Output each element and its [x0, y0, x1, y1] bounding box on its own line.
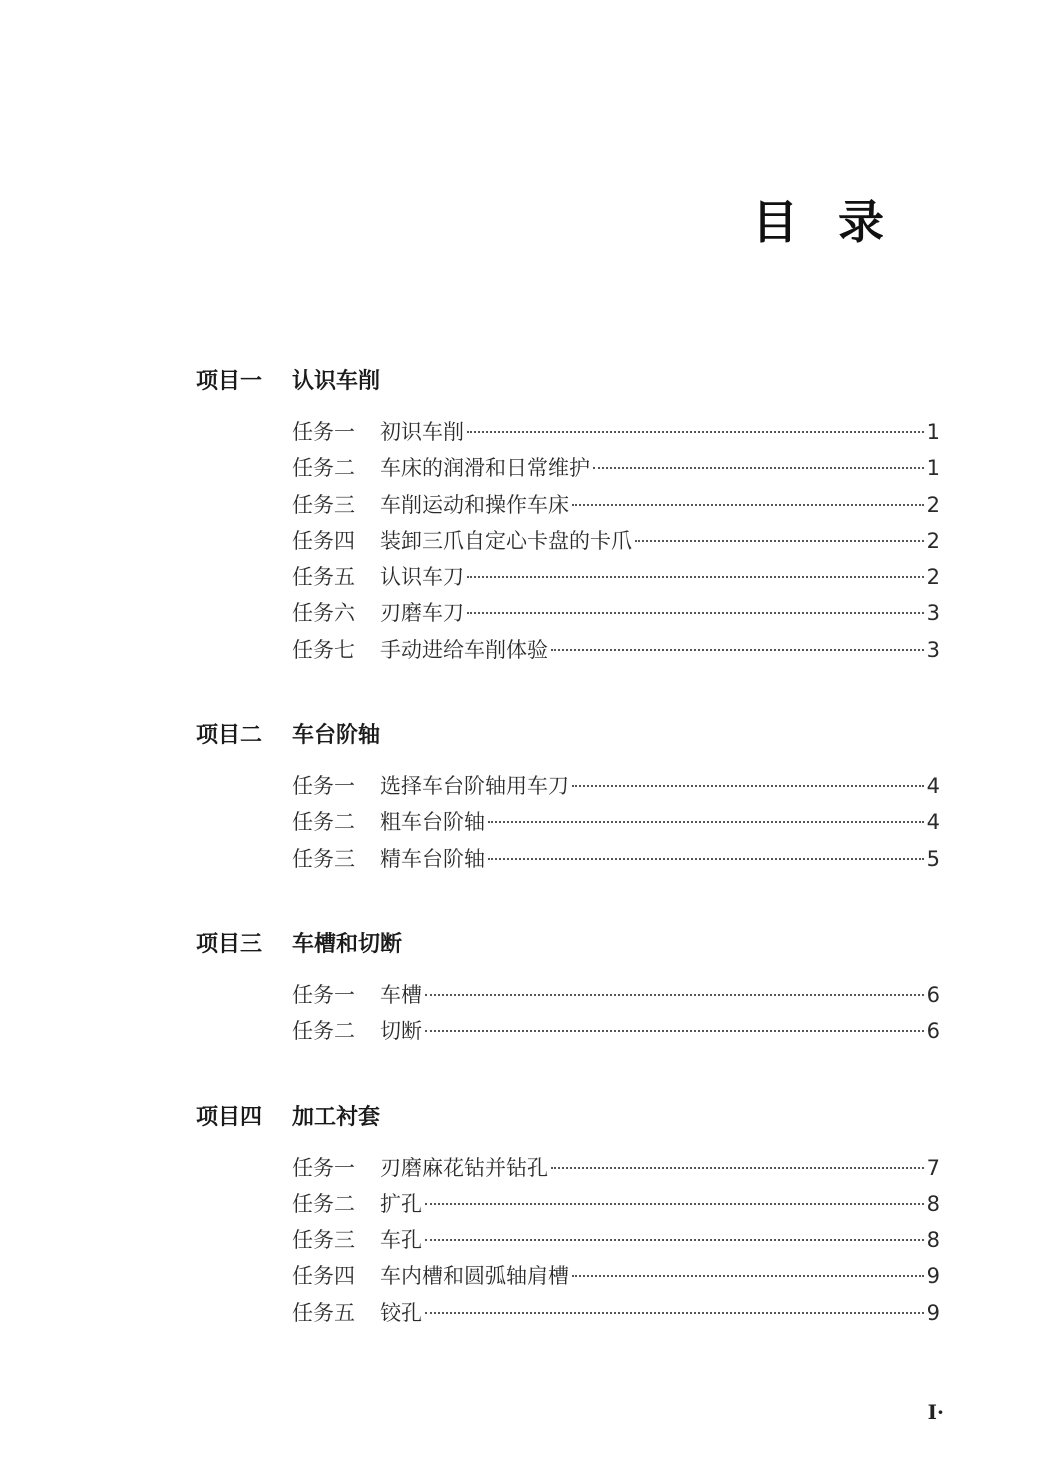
- task-number: 任务三: [292, 846, 355, 871]
- task-number: 任务一: [292, 1155, 355, 1180]
- task-number: 任务四: [292, 528, 355, 553]
- toc-entry[interactable]: [292, 768, 940, 804]
- toc-entry[interactable]: [292, 595, 940, 631]
- project-title: 车台阶轴: [292, 723, 381, 749]
- project-section: [196, 362, 940, 668]
- task-page-number: 4: [926, 810, 940, 835]
- task-title: 认识车刀: [380, 565, 464, 590]
- project-heading[interactable]: [196, 362, 940, 402]
- task-list: [292, 1150, 940, 1331]
- task-title: 装卸三爪自定心卡盘的卡爪: [380, 528, 632, 553]
- task-number: 任务一: [292, 774, 355, 799]
- toc-entry[interactable]: [292, 1013, 940, 1049]
- page-title-char: 目: [752, 195, 838, 249]
- task-title: 初识车削: [380, 420, 464, 444]
- task-title: 刃磨车刀: [380, 601, 464, 626]
- project-section: [196, 716, 940, 877]
- toc-entry[interactable]: [292, 1150, 940, 1186]
- task-page-number: 1: [926, 420, 940, 444]
- task-title: 切断: [380, 1019, 422, 1044]
- task-page-number: 2: [926, 565, 940, 590]
- task-page-number: 3: [926, 637, 940, 662]
- dot-leader: [467, 576, 924, 578]
- dot-leader: [467, 431, 924, 433]
- project-number: 项目三: [196, 931, 263, 957]
- toc-entry[interactable]: [292, 804, 940, 840]
- dot-leader: [425, 1030, 924, 1032]
- dot-leader: [425, 1203, 924, 1205]
- dot-leader: [488, 858, 924, 860]
- task-title: 手动进给车削体验: [380, 637, 548, 662]
- task-page-number: 6: [926, 1019, 940, 1044]
- task-number: 任务一: [292, 982, 355, 1007]
- project-number: 项目四: [196, 1104, 263, 1130]
- project-title: 加工衬套: [292, 1104, 381, 1130]
- task-title: 车削运动和操作车床: [380, 492, 569, 517]
- task-number: 任务三: [292, 492, 355, 517]
- task-page-number: 7: [926, 1155, 940, 1180]
- task-title: 精车台阶轴: [380, 846, 485, 871]
- project-title: 认识车削: [292, 369, 381, 394]
- task-number: 任务五: [292, 565, 355, 590]
- project-heading[interactable]: [196, 716, 940, 756]
- task-list: [292, 768, 940, 877]
- task-page-number: 8: [926, 1228, 940, 1253]
- task-number: 任务二: [292, 1191, 355, 1216]
- task-list: [292, 977, 940, 1050]
- task-title: 刃磨麻花钻并钻孔: [380, 1155, 548, 1180]
- project-number: 项目二: [196, 723, 263, 749]
- toc-entry[interactable]: [292, 559, 940, 595]
- dot-leader: [635, 540, 924, 542]
- toc-entry[interactable]: [292, 450, 940, 486]
- project-number: 项目一: [196, 369, 263, 394]
- task-page-number: 3: [926, 601, 940, 626]
- task-page-number: 9: [926, 1264, 940, 1289]
- toc-entry[interactable]: [292, 1186, 940, 1222]
- task-title: 粗车台阶轴: [380, 810, 485, 835]
- task-number: 任务四: [292, 1264, 355, 1289]
- dot-leader: [551, 1167, 924, 1169]
- task-title: 选择车台阶轴用车刀: [380, 774, 569, 799]
- task-number: 任务七: [292, 637, 355, 662]
- task-page-number: 1: [926, 456, 940, 481]
- task-page-number: 4: [926, 774, 940, 799]
- task-page-number: 8: [926, 1191, 940, 1216]
- task-page-number: 9: [926, 1300, 940, 1325]
- dot-leader: [425, 1312, 924, 1314]
- page-number: I·: [927, 1400, 944, 1424]
- task-title: 车内槽和圆弧轴肩槽: [380, 1264, 569, 1289]
- toc-entry[interactable]: [292, 841, 940, 877]
- toc-entry[interactable]: [292, 487, 940, 523]
- task-page-number: 6: [926, 982, 940, 1007]
- toc-entry[interactable]: [292, 977, 940, 1013]
- dot-leader: [467, 612, 924, 614]
- task-title: 车床的润滑和日常维护: [380, 456, 590, 481]
- toc-entry[interactable]: [292, 1258, 940, 1294]
- project-section: [196, 1098, 940, 1331]
- dot-leader: [551, 649, 924, 651]
- toc-entry[interactable]: [292, 1222, 940, 1258]
- dot-leader: [572, 504, 924, 506]
- task-number: 任务一: [292, 420, 355, 444]
- page-title-char: 录: [838, 195, 924, 249]
- task-title: 扩孔: [380, 1191, 422, 1216]
- project-heading[interactable]: [196, 1098, 940, 1138]
- dot-leader: [572, 1275, 924, 1277]
- dot-leader: [593, 467, 924, 469]
- task-number: 任务二: [292, 810, 355, 835]
- task-title: 车孔: [380, 1228, 422, 1253]
- dot-leader: [425, 994, 924, 996]
- dot-leader: [425, 1239, 924, 1241]
- toc-entry[interactable]: [292, 632, 940, 668]
- project-title: 车槽和切断: [292, 931, 403, 957]
- task-page-number: 2: [926, 492, 940, 517]
- task-title: 车槽: [380, 982, 422, 1007]
- task-list: [292, 414, 940, 668]
- toc-entry[interactable]: [292, 523, 940, 559]
- project-heading[interactable]: [196, 925, 940, 965]
- toc-entry[interactable]: [292, 1295, 940, 1331]
- task-number: 任务六: [292, 601, 355, 626]
- task-title: 铰孔: [380, 1300, 422, 1325]
- project-section: [196, 925, 940, 1050]
- dot-leader: [572, 785, 924, 787]
- table-of-contents: [196, 362, 940, 1379]
- task-page-number: 5: [926, 846, 940, 871]
- task-number: 任务二: [292, 1019, 355, 1044]
- page-title: [752, 192, 924, 252]
- task-number: 任务二: [292, 456, 355, 481]
- toc-entry[interactable]: [292, 414, 940, 450]
- task-number: 任务三: [292, 1228, 355, 1253]
- dot-leader: [488, 821, 924, 823]
- task-page-number: 2: [926, 528, 940, 553]
- task-number: 任务五: [292, 1300, 355, 1325]
